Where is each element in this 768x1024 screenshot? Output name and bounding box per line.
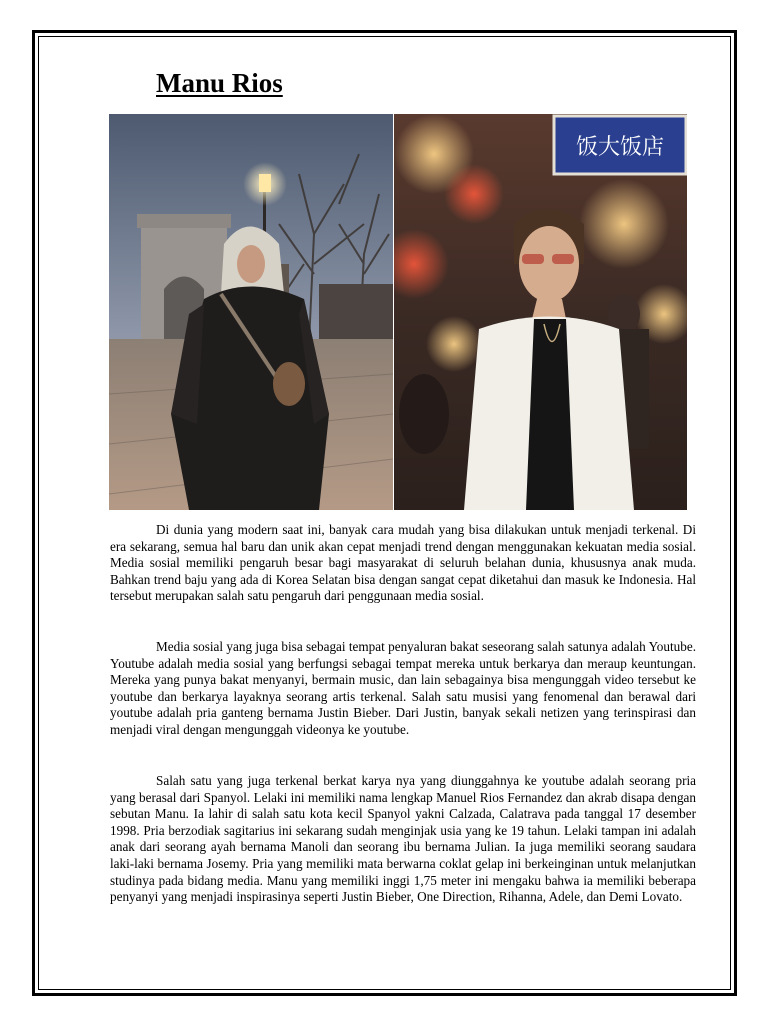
- paragraph-3-text: Salah satu yang juga terkenal berkat karya nya yang diunggahnya ke youtube adalah seorang pria yang berasal dari Spanyol. Lelaki ini memiliki nama lengkap Manuel Rios Fernandez dan akrab disapa dengan sebutan Manu. Ia lahir di salah satu kota kecil Spanyol yakni Calzada, Calatrava pada tanggal 17 desember 1998. Pria berzodiak sagitarius ini sekarang sudah menginjak usia yang ke 19 tahun. Lelaki tampan ini adalah anak dari seorang ayah bernama Manoli dan seorang ibu bernama Julian. Ia juga memiliki seorang saudara laki-laki bernama Josemy. Pria yang memiliki mata berwarna coklat gelap ini berkeinginan untuk melanjutkan studinya pada bidang media. Manu yang memiliki inggi 1,75 meter ini mengaku bahwa ia memiliki beberapa penyanyi yang menjadi inspirasinya seperti Justin Bieber, One Direction, Rihanna, Adele, dan Demi Lovato.: [110, 773, 696, 905]
- shop-sign-text: 饭大饭店: [575, 135, 665, 160]
- paragraph-2-text: Media sosial yang juga bisa sebagai tempat penyaluran bakat seseorang salah satunya adalah Youtube. Youtube adalah media sosial yang berfungsi sebagai tempat mereka untuk berkarya dan meraup keuntungan. Mereka yang punya bakat menyanyi, bermain music, dan lain sebagainya bisa mengunggah video tersebut ke youtube dan berkarya layaknya seorang artis terkenal. Salah satu musisi yang fenomenal dan berawal dari youtube adalah pria ganteng bernama Justin Bieber. Dari Justin, banyak sekali netizen yang terinspirasi dan menjadi viral dengan mengunggah videonya ke youtube.: [110, 639, 696, 737]
- photo-night-street: [394, 114, 687, 510]
- photo-paris-street: [109, 114, 393, 510]
- paragraph-1-text: Di dunia yang modern saat ini, banyak cara mudah yang bisa dilakukan untuk menjadi terkenal. Di era sekarang, semua hal baru dan unik akan cepat menjadi trend dengan menggunakan kekuatan media sosial. Media sosial memiliki pengaruh besar bagi masyarakat di seluruh belahan dunia, khususnya anak muda. Bahkan trend baju yang ada di Korea Selatan bisa dengan sangat cepat diketahui dan masuk ke Indonesia. Hal tersebut merupakan salah satu pengaruh dari penggunaan media sosial.: [110, 522, 696, 604]
- document-title: Manu Rios: [156, 68, 283, 98]
- paragraph-3: [110, 773, 696, 906]
- paragraph-1: [110, 522, 696, 605]
- paragraph-2: [110, 639, 696, 739]
